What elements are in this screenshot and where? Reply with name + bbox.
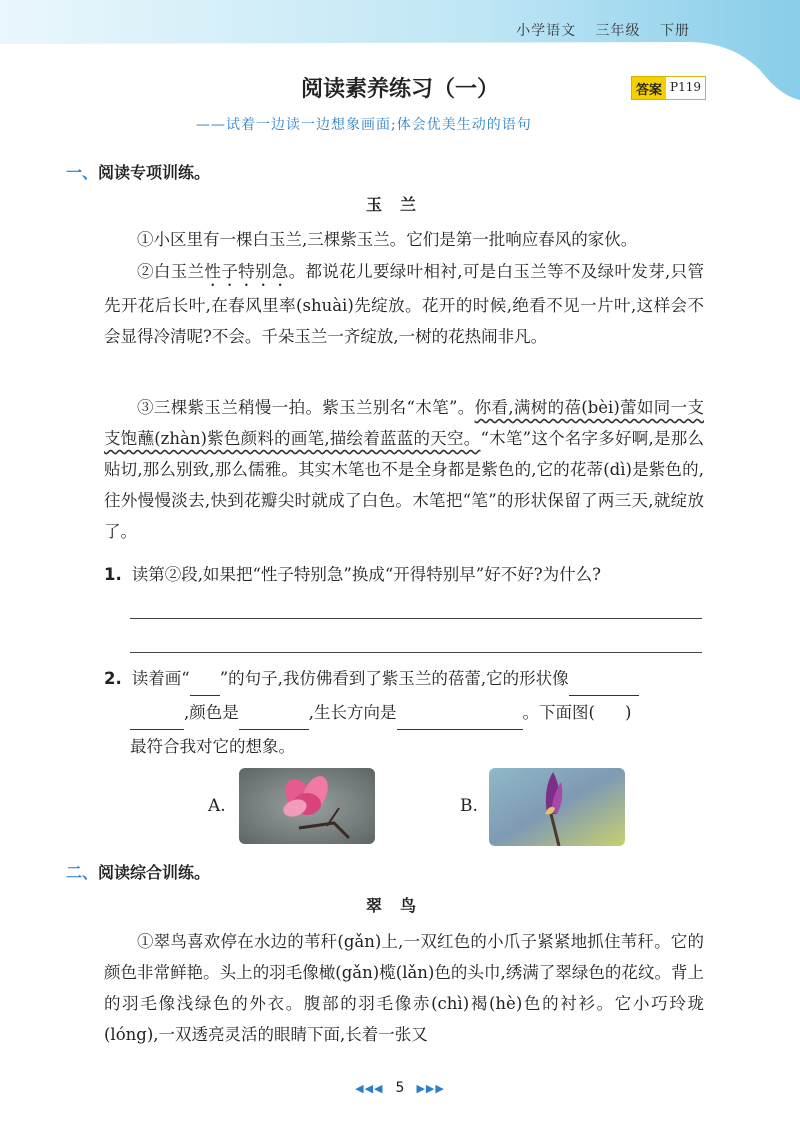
prev-arrows-icon: ◀◀◀ [355, 1082, 384, 1095]
option-a-label: A. [208, 796, 226, 816]
question-2-number: 2. [104, 669, 122, 688]
question-2 [104, 662, 704, 764]
header-volume: 下册 [660, 23, 690, 39]
option-b-magnolia-image[interactable] [489, 768, 625, 846]
page-title: 阅读素养练习（一） [300, 77, 499, 102]
paragraph-1: ①小区里有一棵白玉兰,三棵紫玉兰。它们是第一批响应春风的家伙。 [137, 230, 638, 249]
section2-heading [66, 860, 210, 883]
header-subject: 小学语文 [516, 23, 577, 39]
answer-label: 答案 [632, 77, 666, 99]
question-2-part-d: ,生长方向是 [308, 703, 397, 722]
header-info [502, 20, 690, 40]
wavy-underlined-sentence: 你看,满树的蓓(bèi)蕾如同一支支饱蘸(zhàn)紫色颜料的画笔,描绘着蓝蓝的天空。 [104, 398, 704, 448]
direction-blank[interactable] [397, 709, 523, 730]
question-1-number: 1. [104, 565, 122, 584]
paragraph-3 [104, 392, 704, 547]
dotted-phrase: 性子特别急 [204, 262, 289, 281]
question-1 [104, 560, 704, 590]
article-title-cuiniao: 翠鸟 [365, 896, 434, 915]
article-title-yulan: 玉兰 [365, 195, 434, 214]
paragraph-2-start: ②白玉兰 [137, 262, 205, 281]
answer-reference-badge [631, 76, 706, 100]
page-subtitle: ——试着一边读一边想象画面;体会优美生动的语句 [196, 117, 532, 133]
section1-title: 阅读专项训练。 [98, 163, 211, 182]
option-a-magnolia-image[interactable] [239, 768, 375, 844]
option-b-label: B. [460, 796, 478, 816]
next-arrows-icon: ▶▶▶ [416, 1082, 445, 1095]
section1-number: 一、 [66, 163, 99, 182]
question-2-part-e: 。下面图( [522, 703, 595, 722]
page-footer [0, 1080, 800, 1096]
answer-line-1[interactable] [130, 618, 702, 619]
underline-sample-blank [190, 675, 220, 696]
question-2-part-a: 读着画“ [131, 669, 190, 688]
section2-title: 阅读综合训练。 [98, 863, 211, 882]
section2-paragraph-1: ①翠鸟喜欢停在水边的苇秆(gǎn)上,一双红色的小爪子紧紧地抓住苇秆。它的颜色非常鲜艳。头上的羽毛像橄(gǎn)榄(lǎn)色的头巾,绣满了翠绿色的花纹。背上的羽毛像浅绿色的外衣。腹部的羽毛像赤(chì)褐(hè)色的衬衫。它小巧玲珑(lóng),一双透亮灵活的眼睛下面,长着一张又 [104, 932, 704, 1044]
question-2-part-b: ”的句子,我仿佛看到了紫玉兰的蓓蕾,它的形状像 [219, 669, 569, 688]
answer-page: P119 [666, 77, 705, 99]
page-number: 5 [395, 1080, 405, 1096]
header-grade: 三年级 [595, 23, 641, 39]
color-blank[interactable] [239, 709, 309, 730]
answer-line-2[interactable] [130, 652, 702, 653]
paragraph-2-rest: 。都说花儿要绿叶相衬,可是白玉兰等不及绿叶发芽,只管先开花后长叶,在春风里率(shuài)先绽放。花开的时候,绝看不见一片叶,这样会不会显得冷清呢?不会。千朵玉兰一齐绽放,一树的花热闹非凡。 [104, 262, 705, 346]
question-2-part-g: 最符合我对它的想象。 [130, 737, 295, 756]
section1-heading [66, 160, 210, 183]
shape-blank-cont[interactable] [130, 709, 184, 730]
paragraph-3-rest: “木笔”这个名字多好啊,是那么贴切,那么别致,那么儒雅。其实木笔也不是全身都是紫色的,它的花蒂(dì)是紫色的,往外慢慢淡去,快到花瓣尖时就成了白色。木笔把“笔”的形状保留了两三天,就绽放了。 [104, 429, 704, 541]
paragraph-2 [104, 256, 704, 352]
paragraph-3-start: ③三棵紫玉兰稍慢一拍。紫玉兰别名“木笔”。 [137, 398, 475, 417]
section2-number: 二、 [66, 863, 99, 882]
question-2-part-f: ) [624, 703, 632, 722]
shape-blank[interactable] [569, 675, 639, 696]
question-2-part-c: ,颜色是 [184, 703, 239, 722]
question-1-text: 读第②段,如果把“性子特别急”换成“开得特别早”好不好?为什么? [131, 565, 601, 584]
